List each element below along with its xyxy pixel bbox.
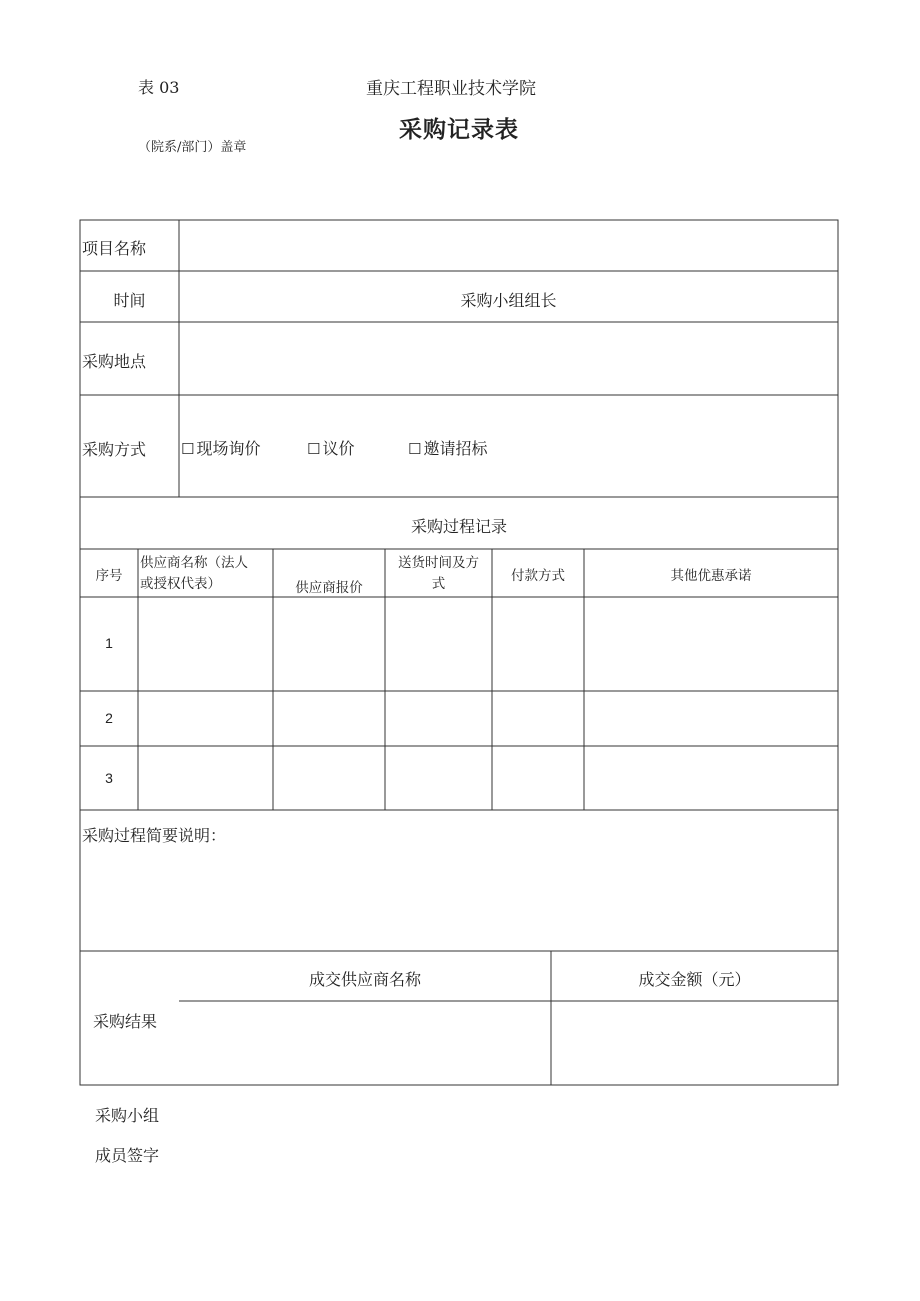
page-title: 采购记录表 bbox=[399, 117, 519, 143]
winning-supplier-label: 成交供应商名称 bbox=[308, 970, 421, 989]
time-label: 时间 bbox=[113, 291, 146, 310]
deal-amount-field[interactable] bbox=[552, 1002, 837, 1084]
summary-label: 采购过程简要说明： bbox=[82, 826, 227, 845]
project-name-label: 项目名称 bbox=[82, 239, 147, 258]
location-field[interactable] bbox=[180, 323, 837, 394]
signature-label-line1: 采购小组 bbox=[95, 1106, 160, 1125]
table-row-seq: 3 bbox=[105, 770, 113, 786]
method-option-onsite-inquiry[interactable]: ☐ 现场询价 bbox=[181, 439, 261, 458]
checkbox-icon: ☐ bbox=[307, 440, 321, 458]
col-other-offers: 其他优惠承诺 bbox=[670, 568, 752, 584]
deal-amount-label: 成交金额（元） bbox=[638, 970, 751, 989]
col-supplier: 供应商名称（法人 或授权代表） bbox=[140, 555, 248, 592]
col-quote: 供应商报价 bbox=[295, 580, 363, 596]
col-delivery: 送货时间及方 式 bbox=[398, 555, 479, 592]
checkbox-icon: ☐ bbox=[408, 440, 422, 458]
method-option-invited-tender[interactable]: ☐ 邀请招标 bbox=[408, 439, 488, 458]
location-label: 采购地点 bbox=[82, 352, 147, 371]
winning-supplier-field[interactable] bbox=[180, 1002, 550, 1084]
stamp-note: （院系/部门）盖章 bbox=[138, 140, 247, 155]
result-label: 采购结果 bbox=[93, 1012, 158, 1031]
method-option-negotiation[interactable]: ☐ 议价 bbox=[307, 439, 355, 458]
summary-field[interactable] bbox=[81, 850, 837, 950]
col-payment: 付款方式 bbox=[511, 568, 565, 584]
process-section-title: 采购过程记录 bbox=[410, 517, 507, 536]
col-seq: 序号 bbox=[95, 568, 123, 584]
table-row-seq: 2 bbox=[105, 710, 113, 726]
signature-label-line2: 成员签字 bbox=[95, 1146, 160, 1165]
institution-name: 重庆工程职业技术学院 bbox=[366, 79, 536, 99]
form-code: 表 03 bbox=[138, 78, 180, 97]
table-row-seq: 1 bbox=[105, 635, 113, 651]
checkbox-icon: ☐ bbox=[181, 440, 195, 458]
group-leader-label: 采购小组组长 bbox=[460, 291, 557, 310]
method-label: 采购方式 bbox=[82, 440, 147, 459]
project-name-field[interactable] bbox=[180, 221, 837, 270]
